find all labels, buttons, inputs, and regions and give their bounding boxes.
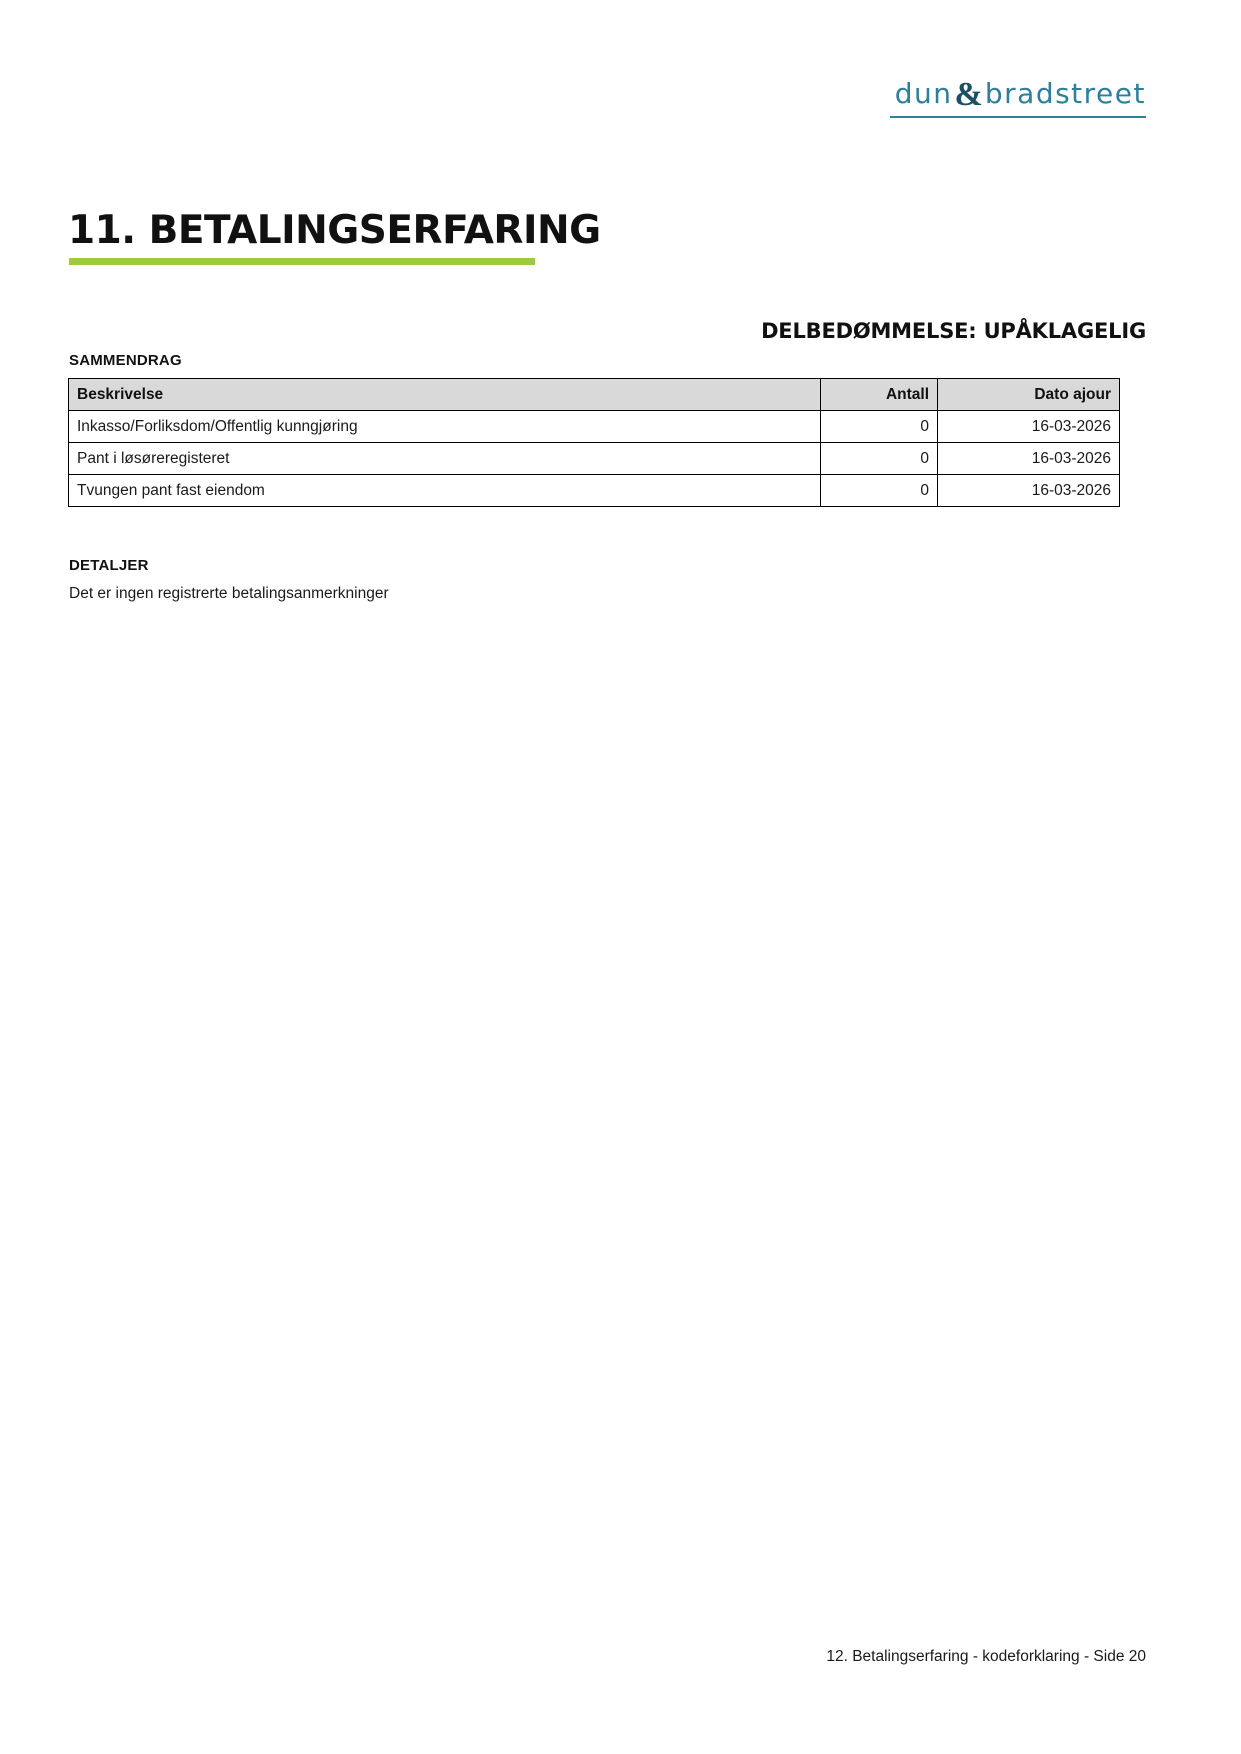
table-row — [69, 475, 1120, 507]
summary-table-wrapper — [68, 378, 1111, 507]
subverdict-heading: DELBEDØMMELSE: UPÅKLAGELIG — [761, 319, 1146, 343]
logo-text-dun: dun — [894, 77, 953, 110]
logo-underline-rule — [890, 116, 1146, 118]
details-body-text: Det er ingen registrerte betalingsanmerkninger — [69, 585, 389, 602]
title-accent-rule — [69, 258, 535, 265]
page-title: 11. BETALINGSERFARING — [68, 208, 601, 254]
table-row — [69, 443, 1120, 475]
cell-count: 0 — [821, 475, 938, 507]
logo-ampersand-icon: & — [954, 76, 983, 113]
column-header-count: Antall — [821, 379, 938, 411]
summary-table-body — [69, 411, 1120, 507]
details-section-label: DETALJER — [69, 557, 149, 574]
table-row — [69, 411, 1120, 443]
cell-date: 16-03-2026 — [938, 411, 1120, 443]
cell-description: Inkasso/Forliksdom/Offentlig kunngjøring — [69, 411, 821, 443]
column-header-date: Dato ajour — [938, 379, 1120, 411]
cell-description: Pant i løsøreregisteret — [69, 443, 821, 475]
logo-text-bradstreet: bradstreet — [984, 77, 1146, 110]
cell-count: 0 — [821, 443, 938, 475]
dun-bradstreet-logo — [895, 74, 1146, 120]
page-footer: 12. Betalingserfaring - kodeforklaring - Side 20 — [826, 1648, 1146, 1665]
table-header-row — [69, 379, 1120, 411]
cell-description: Tvungen pant fast eiendom — [69, 475, 821, 507]
cell-count: 0 — [821, 411, 938, 443]
summary-table-head — [69, 379, 1120, 411]
cell-date: 16-03-2026 — [938, 475, 1120, 507]
cell-date: 16-03-2026 — [938, 443, 1120, 475]
column-header-description: Beskrivelse — [69, 379, 821, 411]
summary-section-label: SAMMENDRAG — [69, 352, 182, 369]
summary-table — [68, 378, 1120, 507]
